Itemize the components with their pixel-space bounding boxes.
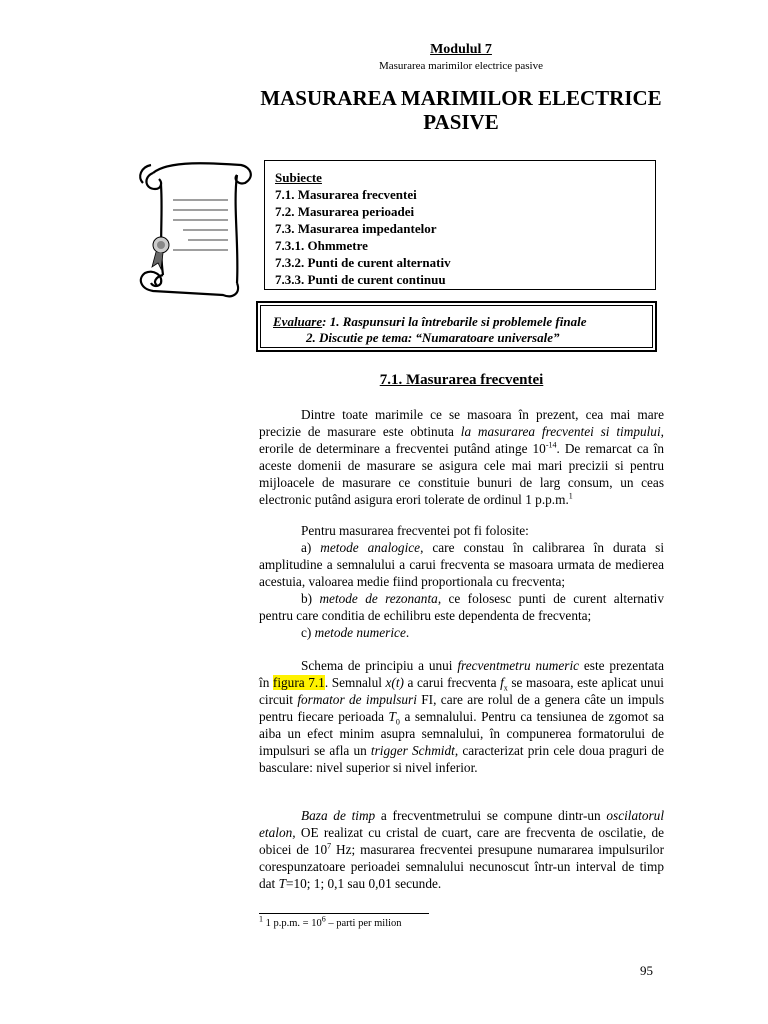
module-subtitle: Masurarea marimilor electrice pasive [378,60,543,72]
topic-item: 7.3. Masurarea impedantelor [275,221,437,236]
paragraph-4: Baza de timp a frecventmetrului se compune dintr-un oscilatorul etalon, OE realizat cu cristal de cuart, care are frecventa de oscilatie, de obicei de $10^7$ Hz; masurarea frecventei presupune numararea impulsurilor corespunzatoare perioadei semnalului necunoscut într-un interval de timp dat T=10; 1; 0,1 sau 0,01 secunde. [259,808,665,891]
footnote: $^1$ 1 p.p.m. = $10^6$ – parti per milion [259,914,402,929]
paragraph-1: Dintre toate marimile ce se masoara în prezent, cea mai mare precizie de masurare este obtinuta la masurarea frecventei si timpului, erorile de determinare a frecventei putând atinge $10^{-14}$. De remarcat ca în aceste domenii de masurare se asigura cele mai mari precizii si pentru mijloacele de masurare ce constituie bunuri de larg consum, un ceas electronic putând asigura erori tolerate de ordinul 1 p.p.m.$^1$ [259,407,664,507]
footnote-ref[interactable]: 1 [568,491,573,501]
module-heading: Modulul 7 [430,42,492,57]
page-title-line1: MASURAREA MARIMILOR ELECTRICE [260,86,662,110]
paragraph-2: Pentru masurarea frecventei pot fi folosite: a) metode analogice, care constau în calibrarea în durata si amplitudine a semnalului a carui frecventa se masoara urmata de medierea acestuia, valoarea medie fiind proportionala cu frecventa; b) metode de rezonanta, ce folosesc punti de curent alternativ pentru care conditia de echilibru este dependenta de frecventa; c) metode numerice. [259,523,665,640]
evaluation-line2: 2. Discutie pe tema: “Numaratoare universale” [306,330,560,345]
evaluation-line1: : 1. Raspunsuri la întrebarile si problemele finale [322,314,587,329]
topic-item: 7.1. Masurarea frecventei [275,187,417,202]
section-title: 7.1. Masurarea frecventei [379,372,544,388]
evaluation-box [256,301,657,352]
page-title [0,86,768,134]
topics-heading: Subiecte [275,170,322,185]
topic-item: 7.3.1. Ohmmetre [275,238,368,253]
topics-box [264,160,656,290]
topic-item: 7.3.3. Punti de curent continuu [275,272,446,287]
page-title-line2: PASIVE [423,110,499,134]
topic-item: 7.3.2. Punti de curent alternativ [275,255,451,270]
figure-link[interactable]: figura 7.1 [272,675,325,690]
topic-item: 7.2. Masurarea perioadei [275,204,415,219]
evaluation-label: Evaluare [273,314,323,329]
page-number: 95 [640,963,653,978]
footnote-divider [259,913,429,914]
scroll-certificate-icon [133,155,258,300]
paragraph-3: Schema de principiu a unui frecventmetru numeric este prezentata în figura 7.1. Semnalul x(t) a carui frecventa $f_x$ se masoara, este aplicat unui circuit formator de impulsuri FI, care are rolul de a genera câte un impuls pentru fiecare perioada $T_0$ a semnalului. Pentru ca tensiunea de zgomot sa aiba un efect minim asupra semnalului, în compunerea formatorului de impulsuri se afla un trigger Schmidt, caracterizat prin cele doua praguri de basculare: nivel superior si nivel inferior. [259,658,665,775]
